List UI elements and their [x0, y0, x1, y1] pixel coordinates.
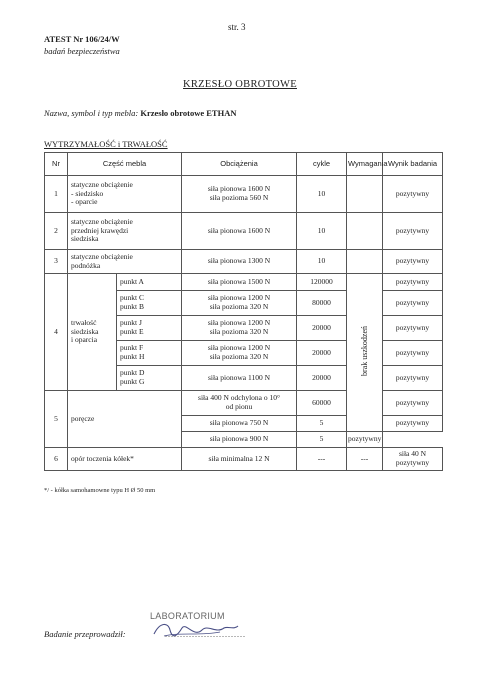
table-row: [45, 250, 443, 274]
atest-number: ATEST Nr 106/24/W: [44, 34, 120, 44]
header-part: Część mebla: [68, 153, 182, 176]
page-number: str. 3: [228, 22, 246, 32]
row-load: siła pionowa 1300 N: [182, 250, 297, 274]
test-point: punkt A: [117, 274, 182, 291]
table-row: [45, 176, 443, 213]
part-line: trwałość: [71, 318, 97, 328]
row-part: poręcze: [68, 391, 182, 448]
load-line: siła pionowa 1200 N: [207, 318, 271, 328]
part-line: podnóżka: [71, 260, 101, 270]
row-requirement: ---: [347, 448, 383, 471]
footnote: */ - kółka samohamowne typu H Ø 50 mm: [44, 487, 156, 494]
laboratory-stamp: LABORATORIUM: [150, 611, 225, 621]
row-nr: 3: [45, 250, 68, 274]
row-load: siła pionowa 1500 N: [182, 274, 297, 291]
part-line: i oparcia: [71, 335, 98, 345]
point-line: punkt J: [120, 318, 142, 328]
load-line: siła pozioma 560 N: [209, 193, 269, 202]
row-result: pozytywny: [383, 176, 443, 213]
test-point: [117, 316, 182, 341]
row-result: [383, 448, 443, 471]
load-line: siła 400 N odchylona o 10°: [198, 393, 280, 403]
point-line: punkt C: [120, 293, 144, 303]
signature-label: Badanie przeprowadził:: [44, 629, 126, 639]
row-nr: 2: [45, 213, 68, 250]
row-nr: 6: [45, 448, 68, 471]
part-line: - oparcie: [71, 197, 98, 207]
row-nr: 1: [45, 176, 68, 213]
row-cycles: 10: [297, 176, 347, 213]
table-row: [45, 213, 443, 250]
load-line: od pionu: [225, 402, 253, 411]
signature-line: ...........................: [165, 630, 246, 639]
row-load: [182, 341, 297, 366]
furniture-label: Nazwa, symbol i typ mebla:: [44, 108, 139, 118]
part-line: siedziska: [71, 326, 99, 336]
row-part: [68, 176, 182, 213]
row-nr: 5: [45, 391, 68, 448]
part-line: przedniej krawędzi: [71, 225, 129, 235]
row-load: [182, 176, 297, 213]
row-cycles: 10: [297, 250, 347, 274]
point-line: punkt G: [120, 377, 145, 386]
row-part: opór toczenia kółek*: [68, 448, 182, 471]
row-load: [182, 291, 297, 316]
point-line: punkt B: [120, 302, 144, 311]
header-nr: Nr: [45, 153, 68, 176]
row-result: pozytywny: [383, 291, 443, 316]
row-load: siła minimalna 12 N: [182, 448, 297, 471]
row-cycles: 20000: [297, 366, 347, 391]
header-requirements: Wymagania: [347, 153, 383, 176]
test-point: [117, 291, 182, 316]
part-line: siedziska: [71, 234, 99, 244]
row-requirement: [347, 250, 383, 274]
load-line: siła pozioma 320 N: [209, 302, 269, 311]
point-line: punkt F: [120, 343, 144, 353]
atest-subtitle: badań bezpieczeństwa: [44, 46, 120, 56]
row-part: [68, 250, 182, 274]
row-load: [182, 316, 297, 341]
document-title: KRZESŁO OBROTOWE: [183, 79, 297, 90]
header-cycles: cykle: [297, 153, 347, 176]
section-title: WYTRZYMAŁOŚĆ i TRWAŁOŚĆ: [44, 139, 168, 149]
row-load: [182, 391, 297, 416]
load-line: siła pozioma 320 N: [209, 327, 269, 336]
header-result: Wynik badania: [383, 153, 443, 176]
part-line: statyczne obciążenie: [71, 251, 133, 261]
result-line: siła 40 N: [398, 449, 427, 459]
row-cycles: ---: [297, 448, 347, 471]
load-line: siła pionowa 1200 N: [207, 343, 271, 353]
row-part: [68, 213, 182, 250]
test-results-table: [44, 152, 443, 471]
requirement-text: brak uszkodzeń: [360, 326, 370, 377]
row-result: pozytywny: [383, 366, 443, 391]
row-cycles: 80000: [297, 291, 347, 316]
row-result: pozytywny: [383, 341, 443, 366]
row-result: pozytywny: [383, 391, 443, 416]
row-requirement: [347, 213, 383, 250]
row-load: siła pionowa 1600 N: [182, 213, 297, 250]
row-requirement: [347, 176, 383, 213]
furniture-value: Krzesło obrotowe ETHAN: [140, 108, 237, 118]
row-result: pozytywny: [383, 274, 443, 291]
row-result: pozytywny: [383, 250, 443, 274]
point-line: punkt H: [120, 352, 145, 361]
row-load: siła pionowa 900 N: [182, 432, 297, 448]
result-line: pozytywny: [395, 458, 430, 467]
point-line: punkt E: [120, 327, 144, 336]
row-cycles: 5: [297, 416, 347, 432]
row-nr: 4: [45, 274, 68, 391]
furniture-line: [44, 108, 237, 118]
table-row: [45, 391, 443, 416]
part-line: - siedzisko: [71, 188, 104, 198]
part-line: statyczne obciążenie: [71, 217, 133, 227]
row-cycles: 60000: [297, 391, 347, 416]
row-result: pozytywny: [383, 416, 443, 432]
table-row: [45, 274, 443, 291]
header-load: Obciążenia: [182, 153, 297, 176]
test-point: [117, 366, 182, 391]
row-cycles: 20000: [297, 341, 347, 366]
row-cycles: 20000: [297, 316, 347, 341]
row-result: pozytywny: [383, 316, 443, 341]
test-point: [117, 341, 182, 366]
row-requirement: [347, 274, 383, 432]
row-cycles: 5: [297, 432, 347, 448]
load-line: siła pionowa 1600 N: [207, 184, 271, 194]
row-cycles: 10: [297, 213, 347, 250]
point-line: punkt D: [120, 368, 145, 378]
table-row: [45, 448, 443, 471]
row-result: pozytywny: [347, 432, 383, 448]
row-load: siła pionowa 1100 N: [182, 366, 297, 391]
row-load: siła pionowa 750 N: [182, 416, 297, 432]
row-result: pozytywny: [383, 213, 443, 250]
part-line: statyczne obciążenie: [71, 180, 133, 190]
row-cycles: 120000: [297, 274, 347, 291]
load-line: siła pionowa 1200 N: [207, 293, 271, 303]
load-line: siła pozioma 320 N: [209, 352, 269, 361]
row-part: [68, 274, 117, 391]
header-row: [45, 153, 443, 176]
